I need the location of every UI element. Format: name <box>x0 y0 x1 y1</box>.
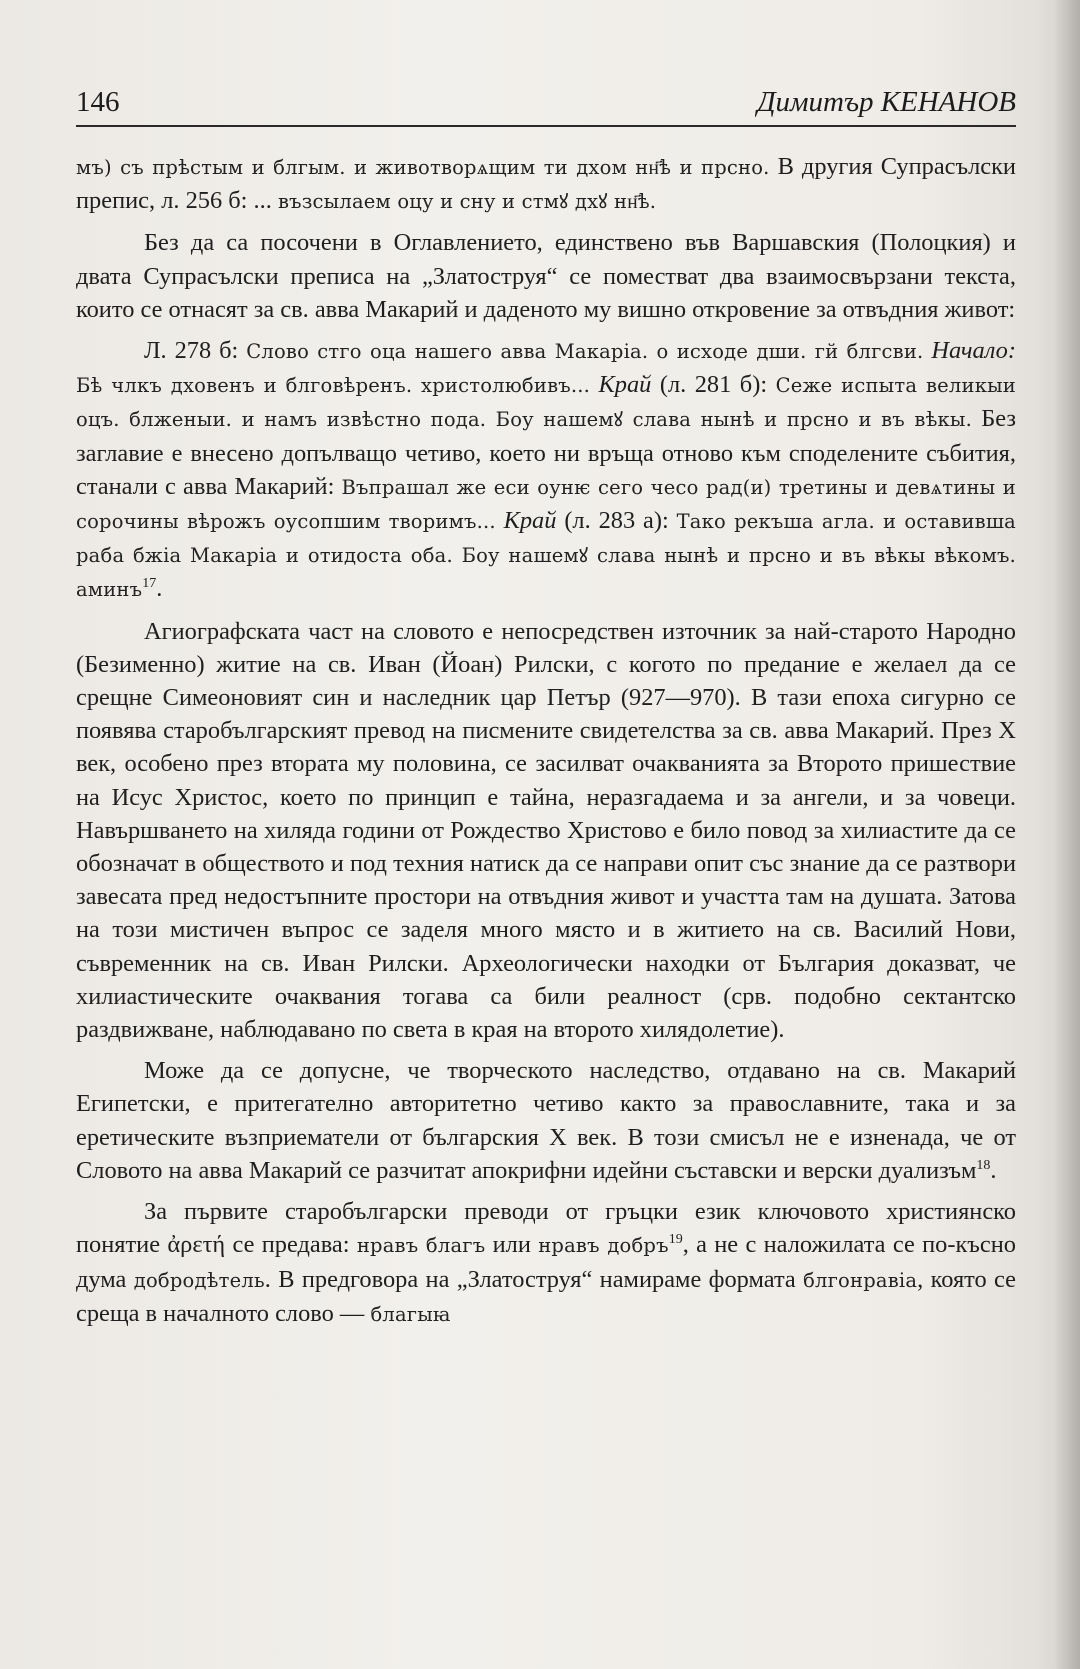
text-run: Без заглавие е внесено допълващо четиво, което ни връща отново към споделените събития, станали с авва Макарий: <box>76 405 1016 500</box>
text-run: . В предговора на „Златоструя“ намираме формата <box>264 1265 804 1293</box>
church-slavonic-quote: Въпрашал же еси оунѥ сего чесо рад(и) третины и девѧтины и сорочины вѣрожъ оусопшим творимъ... <box>76 475 1016 534</box>
paragraph-1 <box>76 150 1016 218</box>
footnote-marker: 18 <box>976 1157 991 1173</box>
text-run: В другия Супрасълски препис, л. 256 б: ... <box>76 153 1016 215</box>
text-run: , която се среща в началното слово — <box>76 1265 1017 1327</box>
church-slavonic-term: блгонравіа <box>803 1268 918 1292</box>
church-slavonic-quote: Бѣ члкъ дховенъ и блговѣренъ. христолюбивъ... <box>76 374 591 398</box>
footnote-marker: 17 <box>142 576 157 592</box>
page-number: 146 <box>76 86 120 118</box>
paragraph-5 <box>76 1054 1016 1187</box>
text-run: , а не с наложилата се по-късно дума <box>76 1231 1016 1293</box>
church-slavonic-term: нравъ благъ <box>356 1234 486 1258</box>
paragraph-4: Агиографската част на словото е непосредствен източник за най-старото Народно (Безименно) житие на св. Иван (Йоан) Рилски, с когото по предание е желаел да се срещне Симеоновият син и наследник цар Петър (927—970). В тази епоха сигурно се появява старобългарският превод на писмените свидетелства за св. авва Макарий. През X век, особено през втората му половина, се засилват очакванията за Второто пришествие на Исус Христос, което по принцип е тайна, неразгадаема и за ангели, и за човеци. Навършването на хиляда години от Рождество Христово е било повод за хилиастите да се обозначат в обществото и под техния натиск да се направи опит със знание да се разтвори завесата пред недостъпните простори на отвъдния живот и участта там на душата. Затова на този мистичен въпрос се заделя много място и в житието на св. Василий Нови, съвременник на св. Иван Рилски. Археологически находки от България доказват, че хилиастическите очаквания тогава са били реалност (срв. подобно сектантско раздвижване, наблюдавано по света в края на второто хилядолетие). <box>76 617 1016 1044</box>
church-slavonic-term: благыꙗ <box>370 1302 451 1326</box>
church-slavonic-term: добродѣтель <box>133 1268 265 1292</box>
text-run: Може да се допусне, че творческото наследство, отдавано на св. Макарий Египетски, е притегателно авторитетно четиво както за православните, така и за еретическите възприематели от българския X век. В този смисъл не е изненада, че от Словото на авва Макарий се разчитат апокрифни идейни съставски и верски дуализъм <box>76 1057 1016 1184</box>
folio-ref: (л. 281 б): <box>651 371 776 399</box>
label-end: Край <box>590 371 652 399</box>
paragraph-2: Без да са посочени в Оглавлението, единствено във Варшавския (Полоцкия) и двата Супрасълски преписа на „Златоструя“ се поместват два взаимосвързани текста, които се отнасят за св. авва Макарий и даденото му вишно откровение за отвъдния живот: <box>76 229 1016 323</box>
paragraph-3 <box>76 334 1016 607</box>
label-start: Начало: <box>931 337 1016 365</box>
header-rule <box>76 125 1016 127</box>
page-header <box>76 86 1016 126</box>
page-edge-shadow <box>1054 0 1080 1669</box>
folio-ref: (л. 283 а): <box>556 507 677 535</box>
text-run: . <box>156 575 163 603</box>
church-slavonic-quote: мъ) съ прѣстым и блгым. и животворѧщим ти дхом нн҃ѣ и прсно. <box>76 156 770 179</box>
church-slavonic-quote: възсылаем оцу и сну и стмꙋ дхꙋ нн҃ѣ. <box>277 190 657 214</box>
church-slavonic-term: нравъ добръ <box>538 1234 669 1258</box>
text-run: или <box>485 1231 539 1259</box>
church-slavonic-quote: Сеже испыта великыи оцъ. блженыи. и намъ извѣстно пода. Боу нашемꙋ слава нынѣ и прсно и въ вѣкы. <box>76 374 1016 432</box>
running-head-author: Димитър КЕНАНОВ <box>757 86 1016 118</box>
folio-ref: Л. 278 б: <box>144 337 247 365</box>
text-run: . <box>990 1156 997 1184</box>
label-end: Край <box>495 507 557 535</box>
paragraph-6 <box>76 1195 1016 1331</box>
church-slavonic-quote: Тако рекъша агла. и оставивша раба бжіа Макаріа и отидоста оба. Боу нашемꙋ слава нынѣ и прсно и въ вѣкы вѣкомъ. аминъ <box>76 510 1016 602</box>
body-text <box>76 150 1016 1339</box>
text-run: За първите старобългарски преводи от гръцки език ключовото християнско понятие ἀρετή се предава: <box>76 1198 1016 1259</box>
footnote-marker: 19 <box>668 1232 683 1248</box>
church-slavonic-quote: Слово стго оца нашего авва Макаріа. о исходе дши. гй блгсви. <box>246 340 924 364</box>
